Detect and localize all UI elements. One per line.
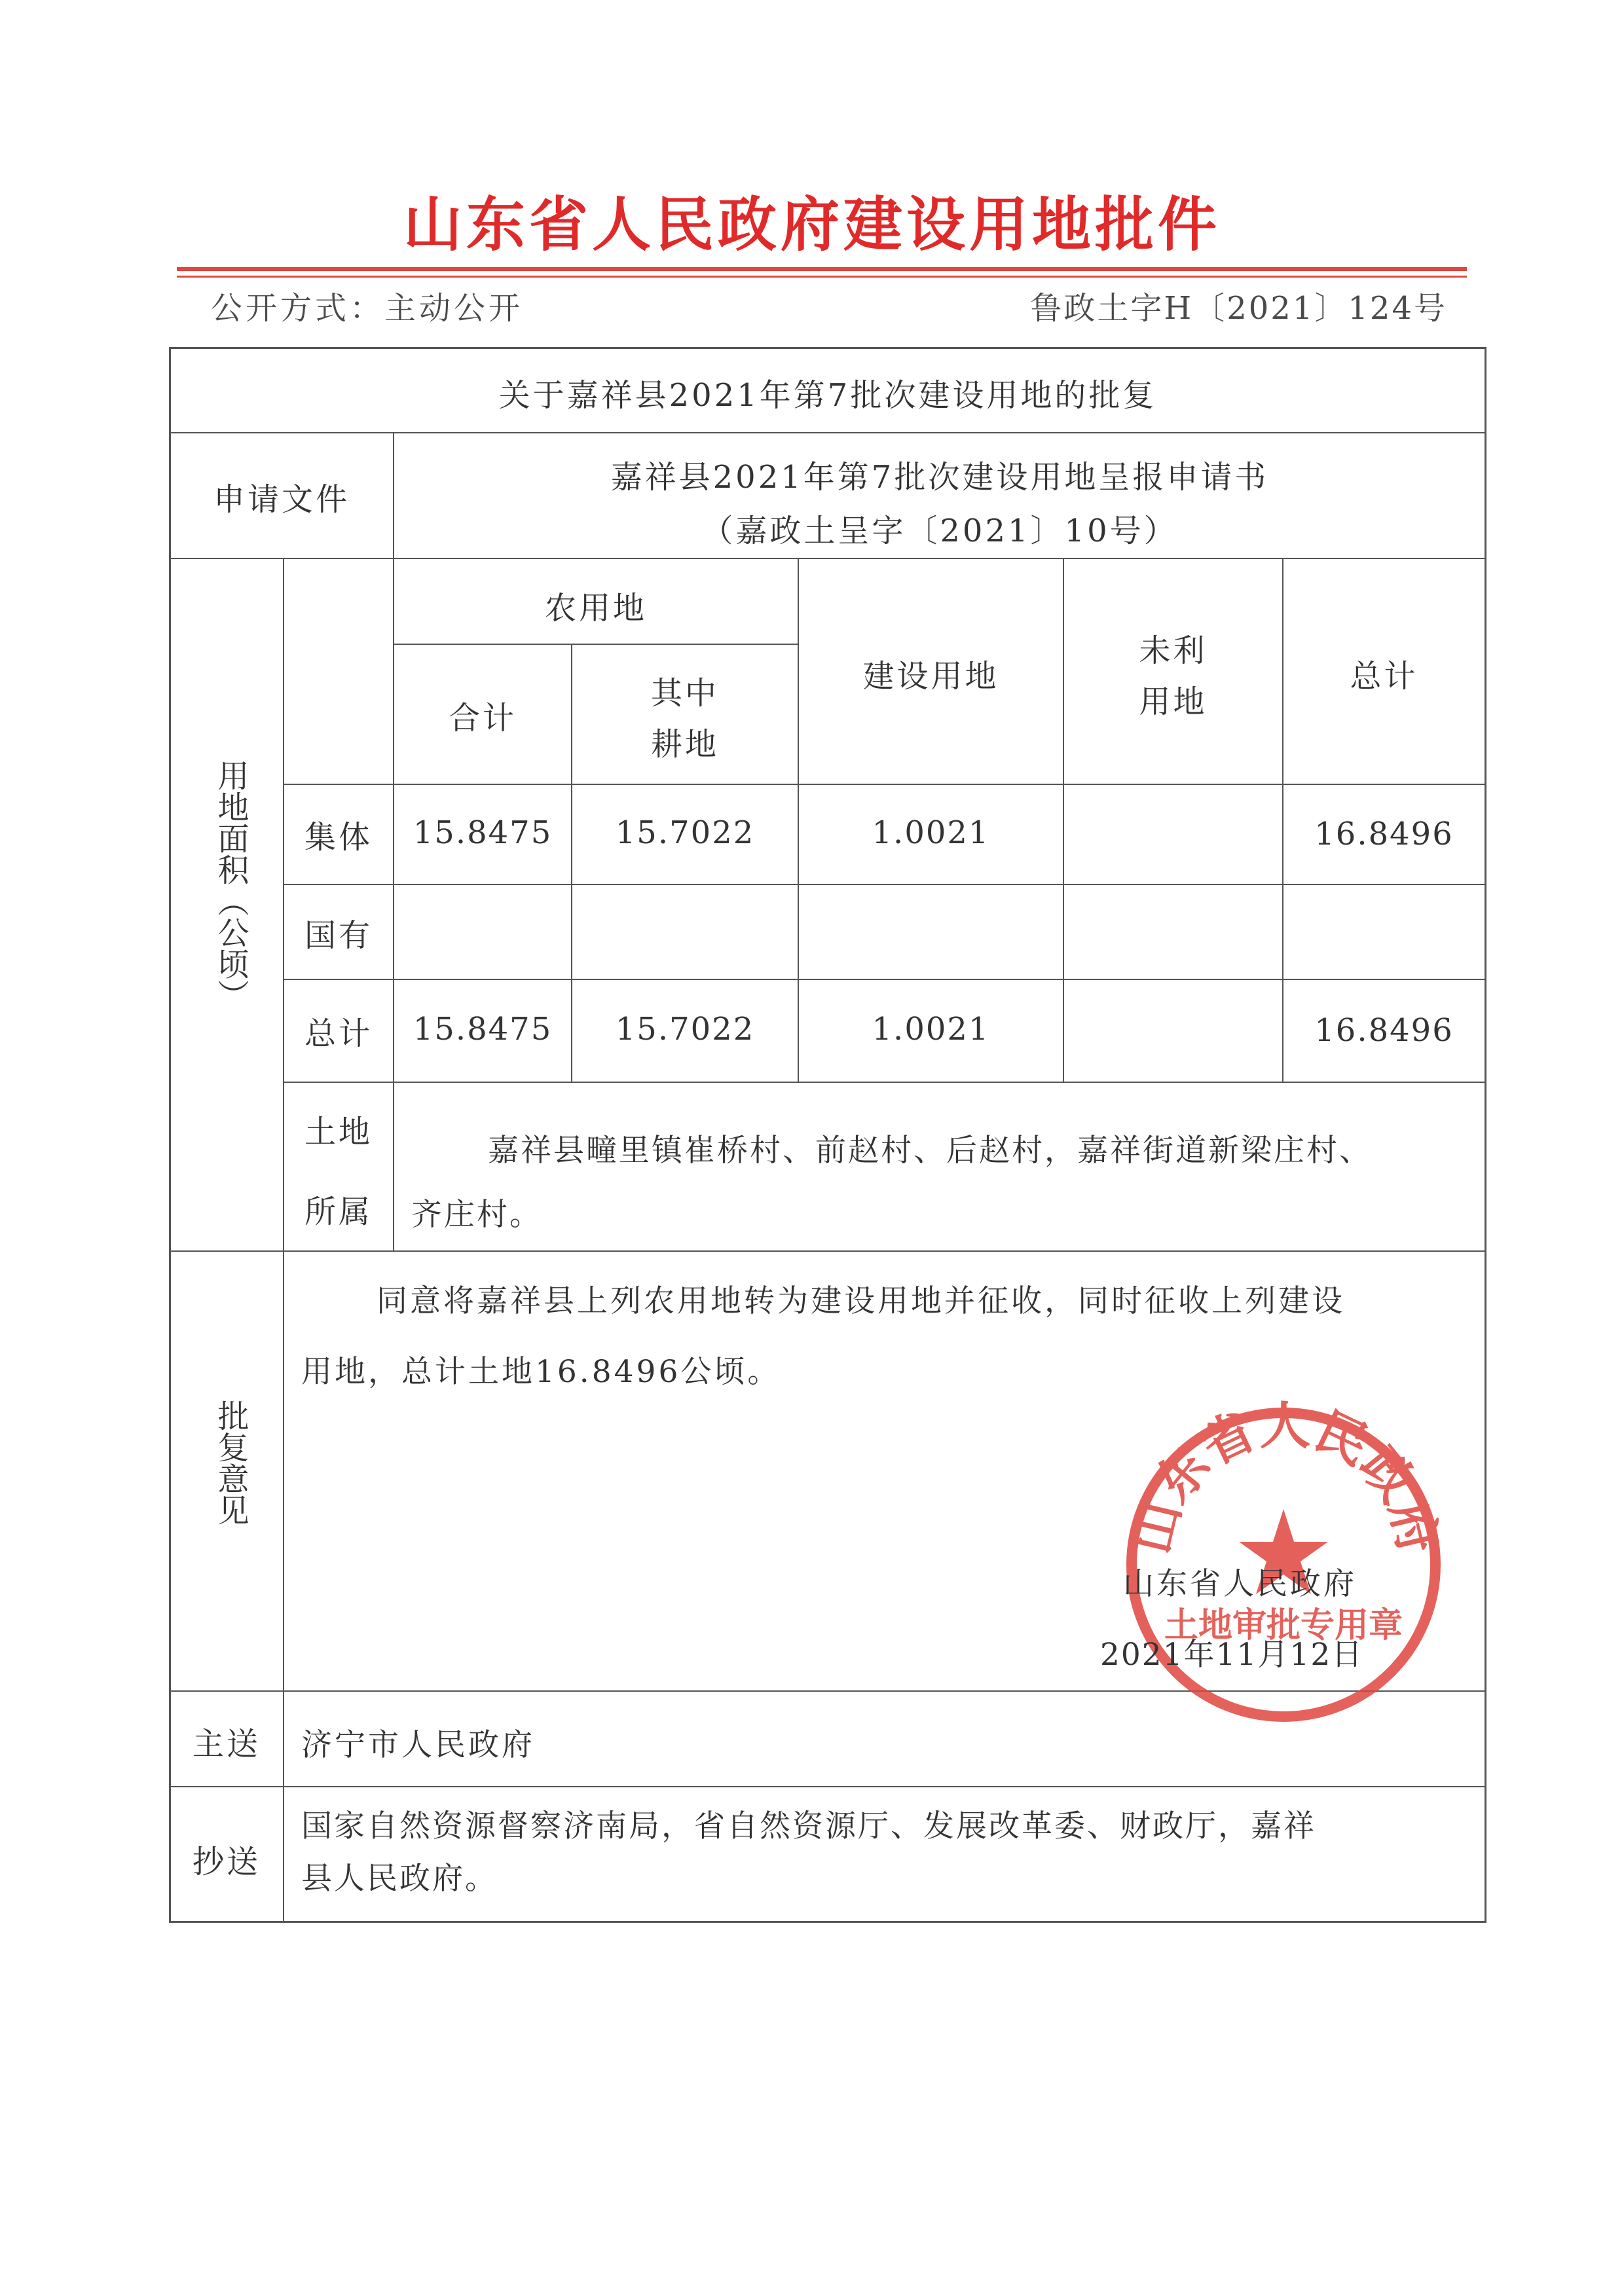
ownership-label-line2: 所属 [304, 1194, 373, 1230]
application-label: 申请文件 [213, 481, 350, 518]
ownership-text-line2: 齐庄村。 [411, 1197, 542, 1233]
main-recipient-value: 济宁市人民政府 [301, 1727, 535, 1763]
col-agri-total: 合计 [448, 700, 517, 737]
cc-text-line2: 县人民政府。 [301, 1861, 498, 1897]
cell-agri-total: 15.8475 [413, 814, 553, 851]
cell-arable: 15.7022 [615, 1011, 755, 1048]
application-title: 嘉祥县2021年第7批次建设用地呈报申请书 [610, 459, 1269, 496]
cc-label: 抄送 [192, 1844, 261, 1880]
cell-total: 16.8496 [1314, 1012, 1454, 1049]
header-divider-thin [177, 276, 1467, 278]
application-doc-number: （嘉政土呈字〔2021〕10号） [701, 513, 1178, 549]
disclosure-method: 公开方式：主动公开 [211, 290, 524, 327]
page-title: 山东省人民政府建设用地批件 [403, 191, 1221, 259]
approval-label: 批复意见 [212, 1400, 249, 1525]
approval-subject: 关于嘉祥县2021年第7批次建设用地的批复 [498, 377, 1157, 414]
cell-construction: 1.0021 [872, 814, 990, 851]
col-arable-line1: 其中 [650, 675, 719, 712]
ownership-text-line1: 嘉祥县疃里镇崔桥村、前赵村、后赵村，嘉祥街道新梁庄村、 [488, 1133, 1372, 1169]
row-label: 总计 [304, 1015, 373, 1052]
approval-text-line2: 用地，总计土地16.8496公顷。 [301, 1354, 781, 1390]
area-label: 用地面积（公顷） [212, 759, 249, 1011]
approval-text-line1: 同意将嘉祥县上列农用地转为建设用地并征收，同时征收上列建设 [377, 1283, 1345, 1319]
svg-text:山东省人民政府: 山东省人民政府 [1122, 1396, 1448, 1559]
cc-text-line1: 国家自然资源督察济南局，省自然资源厅、发展改革委、财政厅，嘉祥 [301, 1808, 1316, 1844]
header-divider-thick [177, 267, 1467, 271]
cell-construction: 1.0021 [872, 1011, 990, 1048]
row-label: 集体 [304, 819, 373, 856]
col-construction-land: 建设用地 [862, 658, 999, 695]
ownership-label-line1: 土地 [304, 1114, 373, 1150]
cell-arable: 15.7022 [615, 814, 755, 851]
col-unused-line2: 用地 [1139, 683, 1208, 720]
col-agricultural-land: 农用地 [544, 590, 647, 627]
col-unused-line1: 未利 [1139, 632, 1208, 669]
cell-agri-total: 15.8475 [413, 1011, 553, 1048]
col-arable-line2: 耕地 [650, 726, 719, 763]
cell-total: 16.8496 [1314, 816, 1454, 852]
main-recipient-label: 主送 [192, 1726, 261, 1762]
signatory: 山东省人民政府 [1123, 1566, 1357, 1602]
document-number: 鲁政土字H〔2021〕124号 [1030, 290, 1447, 327]
svg-text:土地审批专用章: 土地审批专用章 [1164, 1606, 1403, 1645]
row-label: 国有 [304, 917, 373, 954]
col-grand-total: 总计 [1350, 658, 1418, 695]
approval-date: 2021年11月12日 [1100, 1637, 1364, 1673]
